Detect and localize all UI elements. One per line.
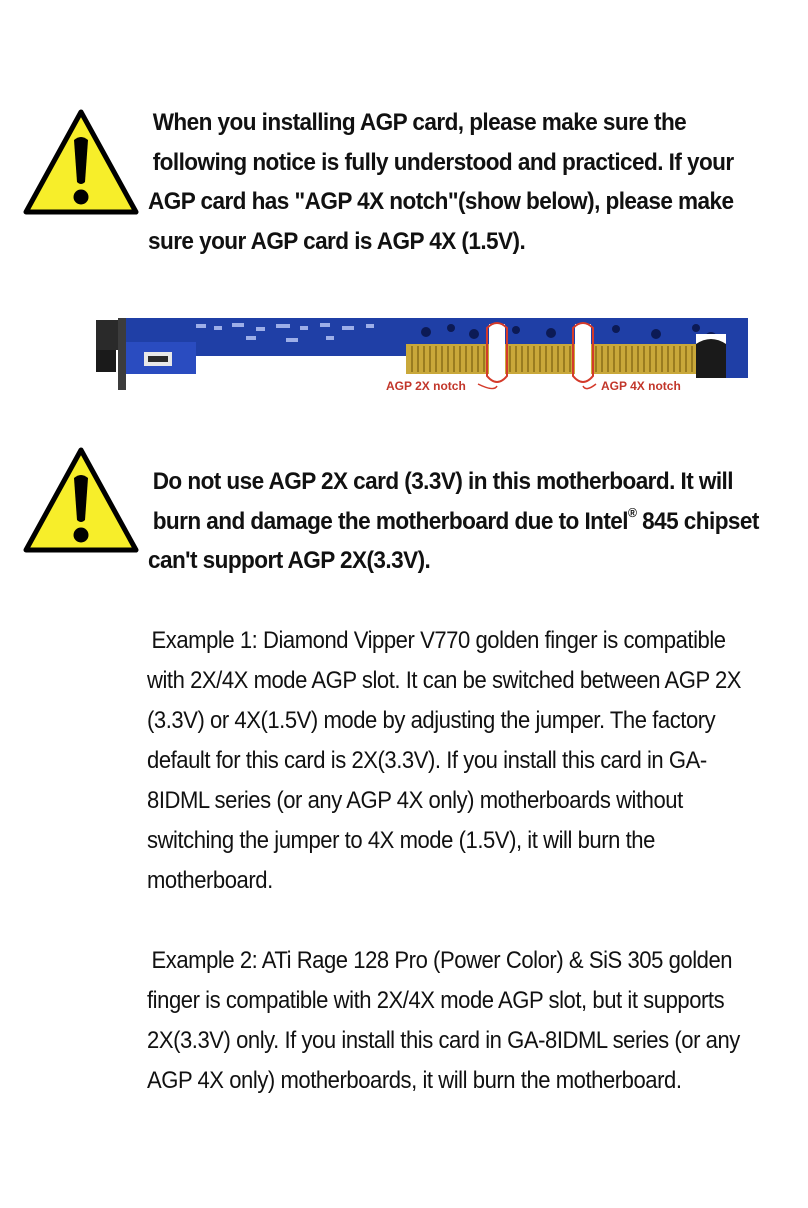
warning-triangle-icon [22,108,140,216]
agp-2x-notch-label: AGP 2X notch [386,379,466,393]
registered-mark: ® [628,504,637,520]
agp-notice-2 [148,462,759,581]
example-1-paragraph [147,621,741,901]
notice-line: AGP card has "AGP 4X notch"(show below), please make [148,188,734,215]
notice-line: Do not use AGP 2X card (3.3V) in this motherboard. It will [152,468,733,495]
example-line: Example 1: Diamond Vipper V770 golden finger is compatible [151,627,726,654]
notice-line [148,502,759,542]
example-line: with 2X/4X mode AGP slot. It can be switched between AGP 2X [147,667,742,694]
notice-text: 845 chipset [636,507,759,535]
notice-line: can't support AGP 2X(3.3V). [148,547,431,574]
example-line: motherboard. [147,867,273,894]
example-line: finger is compatible with 2X/4X mode AGP slot, but it supports [147,987,725,1014]
example-line: AGP 4X only) motherboards, it will burn the motherboard. [147,1067,682,1094]
agp-4x-notch-label: AGP 4X notch [601,379,681,393]
example-2-paragraph [147,941,741,1101]
agp-notice-1 [148,103,759,261]
example-line: 8IDML series (or any AGP 4X only) motherboards without [147,787,683,814]
notice-line: When you installing AGP card, please make sure the [152,109,687,136]
notice-line: sure your AGP card is AGP 4X (1.5V). [148,227,526,255]
example-line: default for this card is 2X(3.3V). If you install this card in GA- [147,747,707,774]
agp-card-figure [96,314,748,394]
example-line: (3.3V) or 4X(1.5V) mode by adjusting the jumper. The factory [147,707,716,734]
example-line: Example 2: ATi Rage 128 Pro (Power Color) & SiS 305 golden [151,947,733,974]
example-line: switching the jumper to 4X mode (1.5V), it will burn the [147,827,655,854]
notice-line: following notice is fully understood and practiced. If your [152,148,734,176]
example-line: 2X(3.3V) only. If you install this card in GA-8IDML series (or any [147,1027,740,1054]
warning-triangle-icon [22,446,140,554]
notice-text: burn and damage the motherboard due to Intel [152,507,629,535]
